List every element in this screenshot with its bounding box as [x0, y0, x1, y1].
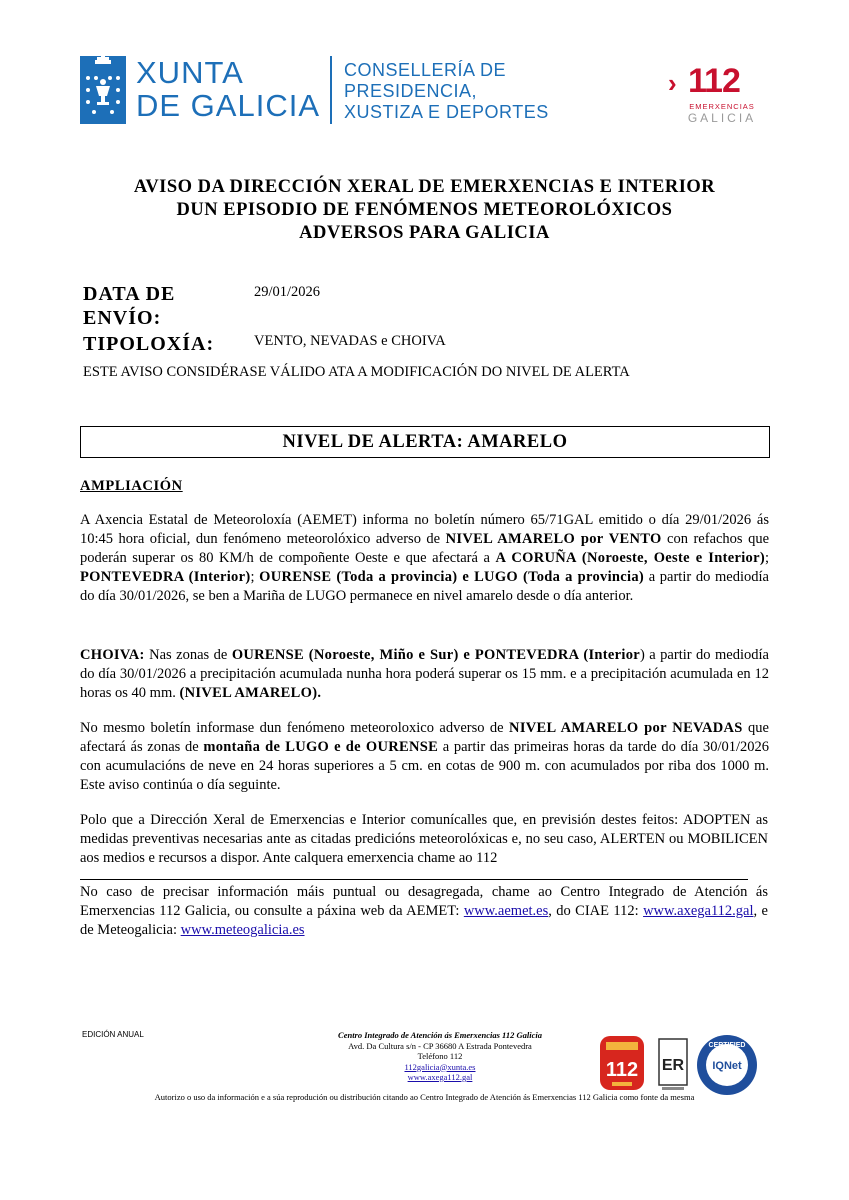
xunta-wordmark [136, 56, 320, 122]
footer-center-title: Centro Integrado de Atención ás Emerxencias 112 Galicia [338, 1030, 542, 1040]
ampliacion-heading: AMPLIACIÓN [80, 478, 183, 494]
info-text-2: , do CIAE 112: [548, 903, 644, 919]
edition-label: EDICIÓN ANUAL [82, 1030, 144, 1039]
aemet-link[interactable]: www.aemet.es [463, 903, 549, 919]
xunta-line-2: DE GALICIA [136, 88, 320, 123]
wind-text-3: a partir do mediodía do día 30/01/2026, se ben a Mariña de LUGO permanece en nivel amarelo desde o día anterior. [80, 569, 769, 604]
alert-level-label: NIVEL DE ALERTA: AMARELO [282, 432, 568, 452]
footer-address: Avd. Da Cultura s/n - CP 36680 A Estrada Pontevedra [348, 1040, 532, 1051]
wind-text-1: A Axencia Estatal de Meteoroloxía (AEMET) informa no boletín número 65/71GAL emitido o día 29/01/2026 ás 10:45 hora oficial, dun fenómeno meteorolóxico adverso de [80, 512, 769, 547]
date-label-line-2: ENVÍO: [83, 307, 162, 329]
badge-iqnet-text: IQNet [712, 1060, 742, 1072]
wind-zone-coruna: A CORUÑA (Noroeste, Oeste e Interior) [495, 550, 765, 566]
rain-text-1: Nas zonas de [144, 647, 232, 663]
rain-text-2: ) a partir do mediodía do día 30/01/2026 a precipitación acumulada nunha hora poderá superar os 15 mm. e a precipitación acumulada en 12 horas os 40 mm. [80, 647, 769, 701]
footer-phone: Teléfono 112 [417, 1051, 463, 1061]
snow-zones: montaña de LUGO e de OURENSE [203, 739, 439, 755]
rain-label: CHOIVA: [80, 647, 145, 663]
type-value: VENTO, NEVADAS e CHOIVA [254, 333, 446, 349]
footer-contact [300, 1030, 580, 1083]
logo-112-number: 112 [688, 62, 740, 100]
quality-112-badge [598, 1034, 646, 1092]
xunta-line-1: XUNTA [136, 55, 244, 90]
conselleria-line-1: CONSELLERÍA DE [344, 60, 507, 80]
chevron-right-icon: › [668, 68, 677, 98]
info-text-1: No caso de precisar información máis puntual ou desagregada, chame ao Centro Integrado de Atención ás Emerxencias 112 Galicia, ou consulte a páxina web da AEMET: [80, 884, 768, 919]
info-text-3: , e de Meteogalicia: [80, 903, 768, 938]
wind-zone-pontevedra: PONTEVEDRA (Interior) [80, 569, 251, 585]
rain-zones: OURENSE (Noroeste, Miño e Sur) e PONTEVEDRA (Interior [231, 647, 640, 663]
snow-text-1: No mesmo boletín informase dun fenómeno meteoroloxico adverso de [80, 720, 510, 736]
header-divider [330, 56, 332, 124]
snow-text-3: a partir das primeiras horas da tarde do día 30/01/2026 con acumulacións de neve en 24 horas superiores a 5 cm. en cotas de 900 m. con acumulados por riba dos 1000 m. Este aviso continúa o día seguinte. [80, 739, 770, 793]
date-label-line-1: DATA DE [83, 283, 176, 305]
rain-paragraph [80, 646, 769, 703]
wind-text-2: con refachos que poderán superar os 80 KM/h de compoñente Oeste e que afectará a [80, 531, 770, 566]
wind-sep-2: ; [250, 569, 260, 585]
xunta-coat-of-arms-logo [80, 56, 126, 124]
type-label: TIPOLOXÍA: [83, 333, 215, 355]
date-label [83, 282, 175, 330]
er-certification-badge [658, 1038, 688, 1092]
rain-level: (NIVEL AMARELO). [179, 685, 322, 701]
date-value: 29/01/2026 [254, 284, 321, 300]
logo-112-line-2: GALICIA [687, 111, 757, 125]
wind-zone-ourense-lugo: OURENSE (Toda a provincia) e LUGO (Toda a provincia) [259, 569, 645, 585]
badge-er-text: ER [661, 1057, 685, 1074]
badge-112-text: 112 [605, 1059, 639, 1081]
wind-level: NIVEL AMARELO por VENTO [445, 531, 662, 547]
axega-link[interactable]: www.axega112.gal [643, 903, 754, 919]
alert-level-box [80, 426, 770, 458]
conselleria-line-2: PRESIDENCIA, [344, 81, 478, 101]
validity-notice: ESTE AVISO CONSIDÉRASE VÁLIDO ATA A MODIFICACIÓN DO NIVEL DE ALERTA [83, 364, 630, 380]
badge-iqnet-ring-text: CERTIFIED [708, 1042, 746, 1049]
conselleria-name [344, 60, 549, 123]
emerxencias-112-logo [668, 64, 760, 128]
title-line-1: AVISO DA DIRECCIÓN XERAL DE EMERXENCIAS E INTERIOR [133, 177, 716, 197]
snow-paragraph [80, 719, 769, 795]
title-line-2: DUN EPISODIO DE FENÓMENOS METEOROLÓXICOS [176, 200, 673, 220]
wind-paragraph [80, 511, 769, 606]
wind-sep-1: ; [764, 550, 769, 566]
title-line-3: ADVERSOS PARA GALICIA [299, 223, 550, 243]
document-title [60, 176, 789, 245]
info-paragraph [80, 883, 768, 940]
reproduction-notice: Autorizo o uso da información e a súa reprodución ou distribución citando ao Centro Integrado de Atención ás Emerxencias 112 Galicia como fonte da mesma [154, 1092, 695, 1102]
conselleria-line-3: XUSTIZA E DEPORTES [344, 102, 549, 122]
iqnet-certified-badge [696, 1034, 758, 1096]
footer-web-link[interactable]: www.axega112.gal [407, 1072, 473, 1082]
footer-email-link[interactable]: 112galicia@xunta.es [404, 1061, 476, 1072]
closing-paragraph: Polo que a Dirección Xeral de Emerxencias e Interior comunícalles que, en previsión destes feitos: ADOPTEN as medidas preventivas necesarias ante as citadas predicións meteorolóxicas e, no seu caso, ALERTEN ou MOBILICEN aos medios e recursos a dispor. Ante calquera emerxencia chame ao 112 [80, 812, 768, 866]
logo-112-line-1: EMERXENCIAS [689, 102, 755, 111]
section-divider [80, 879, 748, 880]
snow-level: NIVEL AMARELO por NEVADAS [509, 720, 743, 736]
meteogalicia-link[interactable]: www.meteogalicia.es [180, 922, 305, 938]
snow-text-2: que afectará ás zonas de [80, 720, 769, 755]
